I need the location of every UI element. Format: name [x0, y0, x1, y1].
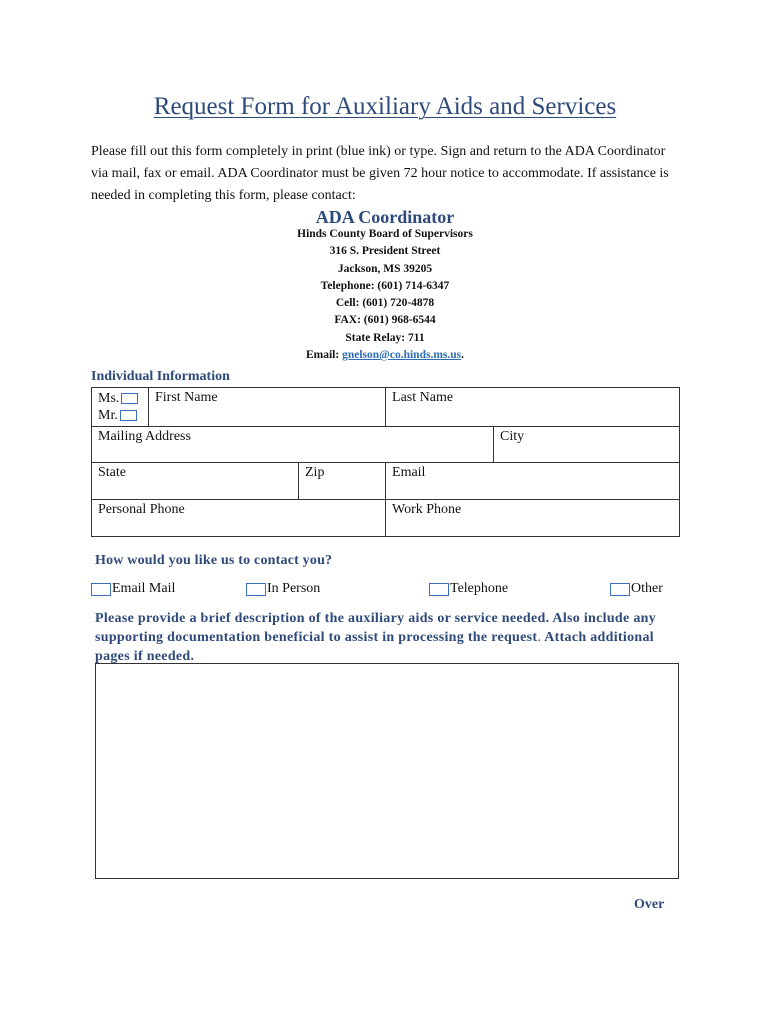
coordinator-email-line — [0, 347, 770, 364]
contact-question: How would you like us to contact you? — [95, 553, 333, 568]
email-mail-checkbox[interactable] — [91, 583, 111, 596]
description-textarea[interactable] — [95, 663, 679, 879]
email-field[interactable] — [386, 463, 680, 500]
zip-field[interactable] — [299, 463, 386, 500]
salutation-cell — [92, 388, 149, 427]
zip-label: Zip — [305, 465, 325, 480]
mailing-address-label: Mailing Address — [98, 429, 191, 444]
contact-option-other[interactable] — [610, 581, 663, 597]
coordinator-email-link[interactable]: gnelson@co.hinds.ms.us — [342, 349, 462, 362]
coordinator-telephone: Telephone: (601) 714-6347 — [320, 279, 450, 292]
other-label: Other — [631, 581, 663, 596]
email-mail-label: Email Mail — [112, 581, 176, 596]
work-phone-label: Work Phone — [392, 502, 462, 517]
coordinator-fax: FAX: (601) 968-6544 — [334, 314, 436, 327]
description-prompt-period: . — [537, 630, 542, 645]
description-prompt-tail: Attach additional pages if needed. — [95, 630, 654, 664]
coordinator-cell: Cell: (601) 720-4878 — [335, 297, 435, 310]
over-label: Over — [634, 897, 665, 912]
description-prompt-main: Please provide a brief description of the auxiliary aids or service needed. Also include any supporting documentation beneficial to assist in processing the request — [95, 611, 657, 645]
personal-phone-label: Personal Phone — [98, 502, 185, 517]
email-label: Email — [392, 465, 426, 480]
intro-text: Please fill out this form completely in print (blue ink) or type. Sign and return to the ADA Coordinator via mail, fax or email. ADA Coordinator must be given 72 hour notice to accommodate. If assistance is needed in completing this form, please contact: — [91, 144, 669, 203]
individual-information-table — [91, 387, 680, 537]
city-field[interactable] — [494, 427, 680, 463]
description-prompt — [95, 609, 681, 666]
coordinator-heading: ADA Coordinator — [315, 207, 455, 227]
in-person-checkbox[interactable] — [246, 583, 266, 596]
mailing-address-field[interactable] — [92, 427, 494, 463]
coordinator-organization: Hinds County Board of Supervisors — [297, 228, 473, 240]
mr-label: Mr. — [98, 408, 118, 423]
form-title: Request Form for Auxiliary Aids and Services — [153, 93, 617, 120]
last-name-label: Last Name — [392, 390, 454, 405]
personal-phone-field[interactable] — [92, 500, 386, 537]
ms-checkbox[interactable] — [121, 393, 138, 404]
last-name-field[interactable] — [386, 388, 680, 427]
state-field[interactable] — [92, 463, 299, 500]
telephone-checkbox[interactable] — [429, 583, 449, 596]
coordinator-city-state-zip: Jackson, MS 39205 — [337, 262, 433, 275]
contact-option-telephone[interactable] — [429, 581, 508, 597]
individual-information-label: Individual Information — [91, 369, 230, 384]
coordinator-street: 316 S. President Street — [329, 245, 441, 258]
first-name-label: First Name — [155, 390, 218, 405]
coordinator-email-label: Email: — [305, 349, 343, 362]
city-label: City — [500, 429, 525, 444]
telephone-label: Telephone — [450, 581, 509, 596]
coordinator-email-suffix: . — [461, 349, 464, 362]
other-checkbox[interactable] — [610, 583, 630, 596]
coordinator-contact-block — [0, 226, 770, 364]
ms-label: Ms. — [98, 391, 120, 406]
mr-checkbox[interactable] — [120, 410, 137, 421]
in-person-label: In Person — [267, 581, 321, 596]
work-phone-field[interactable] — [386, 500, 680, 537]
contact-option-email-mail[interactable] — [91, 581, 175, 597]
state-label: State — [98, 465, 126, 480]
first-name-field[interactable] — [149, 388, 386, 427]
coordinator-state-relay: State Relay: 711 — [345, 331, 425, 344]
contact-option-in-person[interactable] — [246, 581, 320, 597]
